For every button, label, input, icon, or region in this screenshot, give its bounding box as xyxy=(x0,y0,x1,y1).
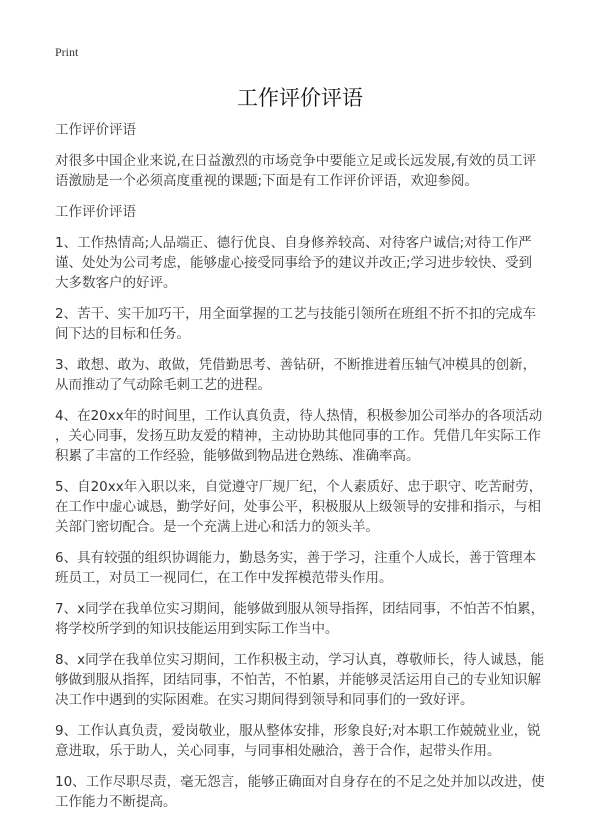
paragraph-line: 4、在20xx年的时间里，工作认真负责，待人热情，积极参加公司举办的各项活动 xyxy=(55,408,543,424)
paragraph-line: 意进取，乐于助人，关心同事，与同事相处融洽，善于合作，起带头作用。 xyxy=(55,743,501,759)
paragraph-line: 关部门密切配合。是一个充满上进心和活力的领头羊。 xyxy=(55,519,379,535)
paragraph-line: 将学校所学到的知识技能运用到实际工作当中。 xyxy=(55,621,339,637)
paragraph xyxy=(55,477,555,537)
document-body xyxy=(55,120,555,823)
paragraph xyxy=(55,406,555,466)
paragraph-line: 间下达的目标和任务。 xyxy=(55,326,190,342)
paragraph-line: 工作评价评语 xyxy=(55,122,136,138)
paragraph-line: 6、具有较强的组织协调能力，勤恳务实，善于学习，注重个人成长，善于管理本 xyxy=(55,550,537,566)
paragraph xyxy=(55,772,555,812)
paragraph-line: 3、敢想、敢为、敢做，凭借勤思考、善钻研，不断推进着压轴气冲模具的创新， xyxy=(55,357,537,373)
paragraph-line: 5、自20xx年入职以来，自觉遵守厂规厂纪，个人素质好、忠于职守、吃苦耐劳， xyxy=(55,479,543,495)
paragraph-line: 决工作中遇到的实际困难。在实习期间得到领导和同事们的一致好评。 xyxy=(55,692,474,708)
paragraph-line: 积累了丰富的工作经验，能够做到物品进仓熟练、准确率高。 xyxy=(55,448,420,464)
paragraph-line: 对很多中国企业来说,在日益激烈的市场竞争中要能立足或长远发展,有效的员工评 xyxy=(55,153,537,169)
paragraph-line: 工作能力不断提高。 xyxy=(55,794,177,810)
paragraph-line: 够做到服从指挥，团结同事，不怕苦，不怕累，并能够灵活运用自己的专业知识解 xyxy=(55,672,541,688)
paragraph-line: 班员工，对员工一视同仁，在工作中发挥模范带头作用。 xyxy=(55,570,393,586)
paragraph xyxy=(55,304,555,344)
paragraph-line: 10、工作尽职尽责，毫无怨言，能够正确面对自身存在的不足之处并加以改进，使 xyxy=(55,774,545,790)
paragraph xyxy=(55,355,555,395)
page-title: 工作评价评语 xyxy=(237,86,363,110)
paragraph-line: 8、x同学在我单位实习期间，工作积极主动，学习认真，尊敬师长，待人诚恳，能 xyxy=(55,652,545,668)
paragraph xyxy=(55,599,555,639)
paragraph xyxy=(55,120,555,140)
paragraph-line: 在工作中虚心诚恳，勤学好问，处事公平，积极服从上级领导的安排和指示，与相 xyxy=(55,499,541,515)
paragraph-line: 语激励是一个必须高度重视的课题;下面是有工作评价评语，欢迎参阅。 xyxy=(55,173,479,189)
paragraph xyxy=(55,233,555,293)
paragraph xyxy=(55,650,555,710)
paragraph-line: 7、x同学在我单位实习期间，能够做到服从领导指挥，团结同事，不怕苦不怕累， xyxy=(55,601,545,617)
paragraph-line: ，关心同事，发扬互助友爱的精神，主动协助其他同事的工作。凭借几年实际工作 xyxy=(55,428,541,444)
paragraph xyxy=(55,151,555,191)
paragraph xyxy=(55,548,555,588)
paragraph-line: 9、工作认真负责，爱岗敬业，服从整体安排，形象良好;对本职工作兢兢业业，锐 xyxy=(55,723,541,739)
print-link[interactable]: Print xyxy=(55,45,79,59)
paragraph-line: 从而推动了气动除毛刺工艺的进程。 xyxy=(55,377,271,393)
paragraph-line: 谨、处处为公司考虑，能够虚心接受同事给予的建议并改正;学习进步较快、受到 xyxy=(55,255,533,271)
paragraph-line: 2、苦干、实干加巧干，用全面掌握的工艺与技能引领所在班组不折不扣的完成车 xyxy=(55,306,537,322)
paragraph-line: 工作评价评语 xyxy=(55,204,136,220)
paragraph xyxy=(55,721,555,761)
paragraph-line: 1、工作热情高;人品端正、德行优良、自身修养较高、对待客户诚信;对待工作严 xyxy=(55,235,532,251)
paragraph-line: 大多数客户的好评。 xyxy=(55,275,177,291)
paragraph xyxy=(55,202,555,222)
